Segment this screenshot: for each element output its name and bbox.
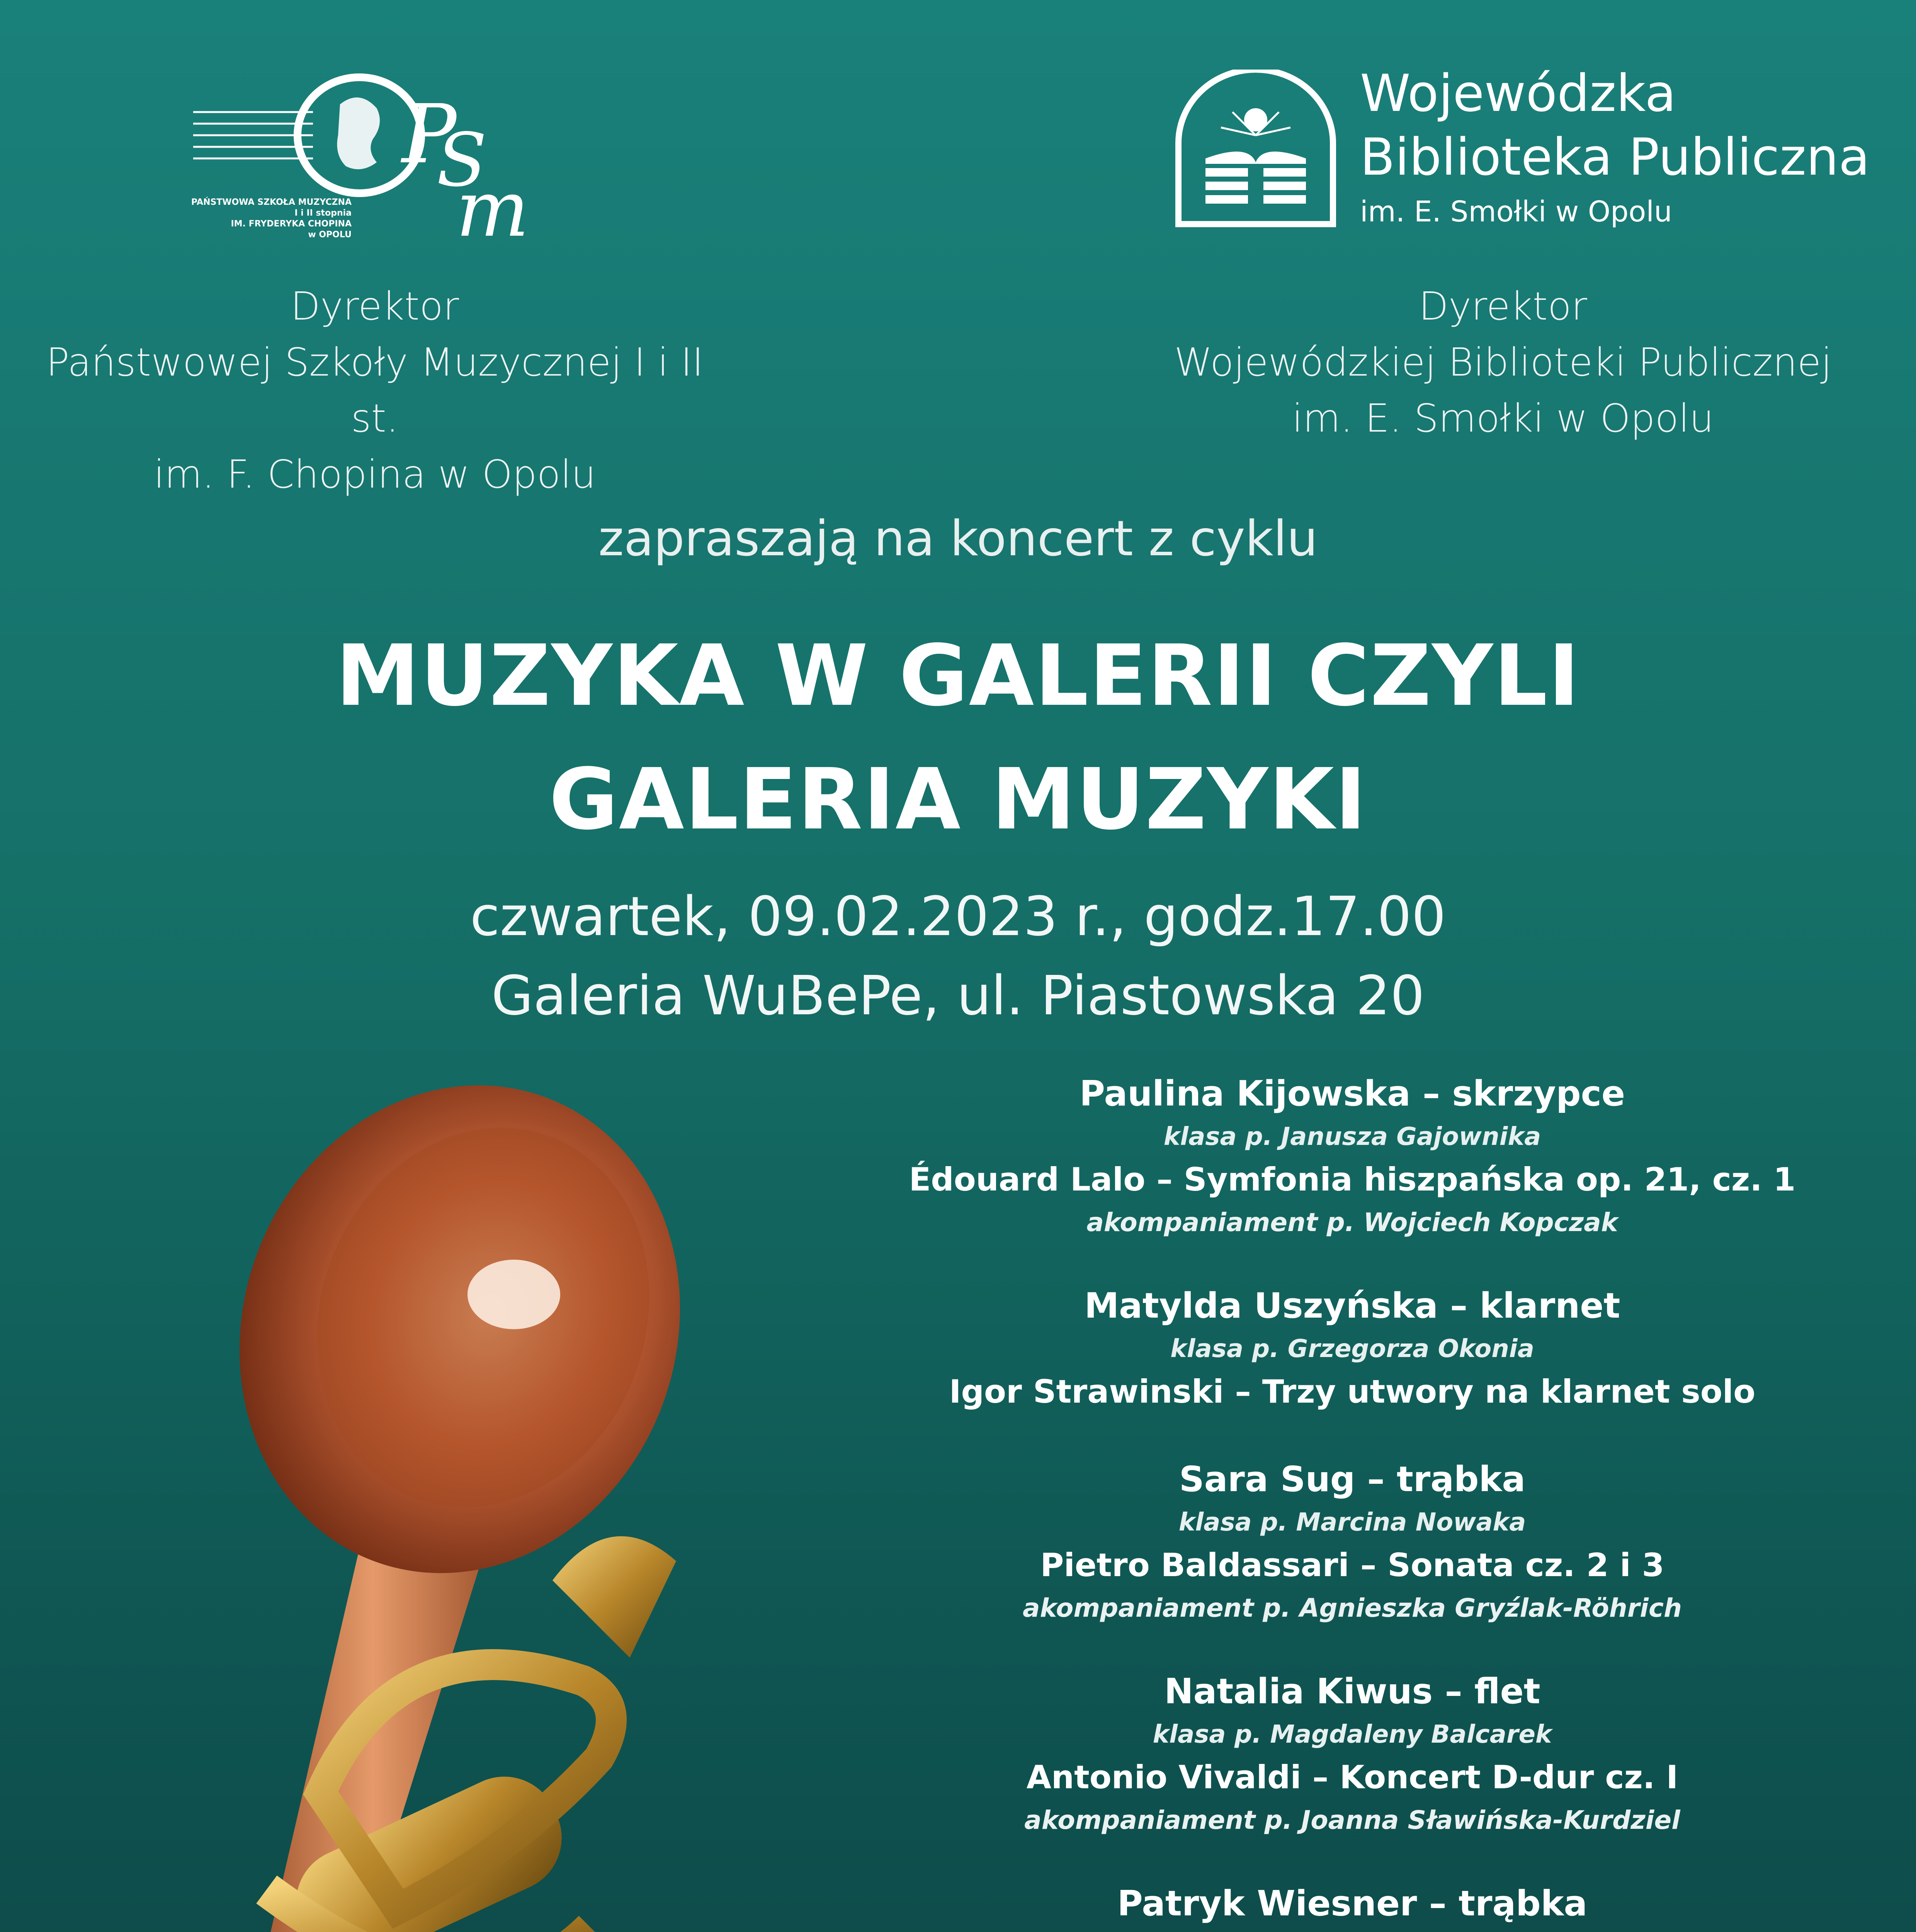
organizer-line: Wojewódzkiej Biblioteki Publicznej [1174,340,1832,385]
title-line: GALERIA MUZYKI [549,751,1367,849]
teacher-class: klasa p. Grzegorza Okonia [1170,1335,1534,1363]
program-item [900,1282,1804,1415]
opsm-line: IM. FRYDERYKA CHOPINA [231,219,352,229]
program-item [900,1668,1804,1840]
performer-name: Patryk Wiesner – trąbka [1117,1883,1588,1924]
library-name-line1: Wojewódzka [1360,64,1676,123]
teacher-class [900,1927,1804,1932]
performer-name: Paulina Kijowska – skrzypce [1079,1073,1625,1114]
piece-title: Igor Strawinski – Trzy utwory na klarnet solo [949,1373,1756,1410]
accompaniment: akompaniament p. Wojciech Kopczak [1086,1208,1618,1237]
program-item [900,1880,1804,1932]
event-details [0,877,1916,1036]
performer-name: Matylda Uszyńska – klarnet [1084,1286,1620,1326]
invite-text: zapraszają na koncert z cyklu [598,510,1318,567]
opsm-line: I i II stopnia [294,208,352,218]
teacher-class: klasa p. Janusza Gajownika [1163,1122,1541,1151]
piece-title: Édouard Lalo – Symfonia hiszpańska op. 21, cz. 1 [909,1161,1796,1198]
svg-text:S: S [437,117,487,203]
library-name [1360,62,1870,189]
concert-title [0,614,1916,862]
piece-title: Pietro Baldassari – Sonata cz. 2 i 3 [1040,1546,1664,1584]
opsm-line: PAŃSTWOWA SZKOŁA MUZYCZNA [191,197,352,207]
accompaniment: akompaniament p. Agnieszka Gryźlak-Röhrich [1022,1593,1682,1623]
organizer-line: im. F. Chopina w Opolu [154,452,596,497]
organizer-school [23,278,726,502]
piece-title: Antonio Vivaldi – Koncert D-dur cz. I [1026,1759,1678,1796]
performer-name: Sara Sug – trąbka [1179,1459,1526,1500]
organizer-line: Państwowej Szkoły Muzycznej I i II st. [46,340,704,441]
accompaniment: akompaniament p. Joanna Sławińska-Kurdziel [1024,1805,1680,1835]
trumpet-illustration [50,1078,947,1932]
library-subtitle: im. E. Smołki w Opolu [1360,195,1672,228]
performer-name: Natalia Kiwus – flet [1164,1671,1540,1712]
organizer-line: im. E. Smołki w Opolu [1292,396,1714,441]
event-place: Galeria WuBePe, ul. Piastowska 20 [491,964,1425,1027]
organizer-library [1159,278,1847,446]
event-date: czwartek, 09.02.2023 r., godz.17.00 [470,885,1446,948]
library-name-line2: Biblioteka Publiczna [1360,128,1870,187]
opsm-line: w OPOLU [308,230,352,240]
program-item [900,1456,1804,1628]
svg-text:P: P [402,87,457,182]
svg-text:m: m [456,164,529,251]
concert-program [900,1070,1804,1932]
opsm-school-logo [185,70,533,251]
teacher-class: klasa p. Marcina Nowaka [1178,1508,1526,1537]
program-item [900,1070,1804,1242]
title-line: MUZYKA W GALERII CZYLI [335,627,1581,725]
library-logo-icon [1171,70,1341,228]
organizer-line: Dyrektor [1418,284,1588,329]
organizer-line: Dyrektor [290,284,459,329]
teacher-class: klasa p. Magdaleny Balcarek [1153,1720,1552,1749]
